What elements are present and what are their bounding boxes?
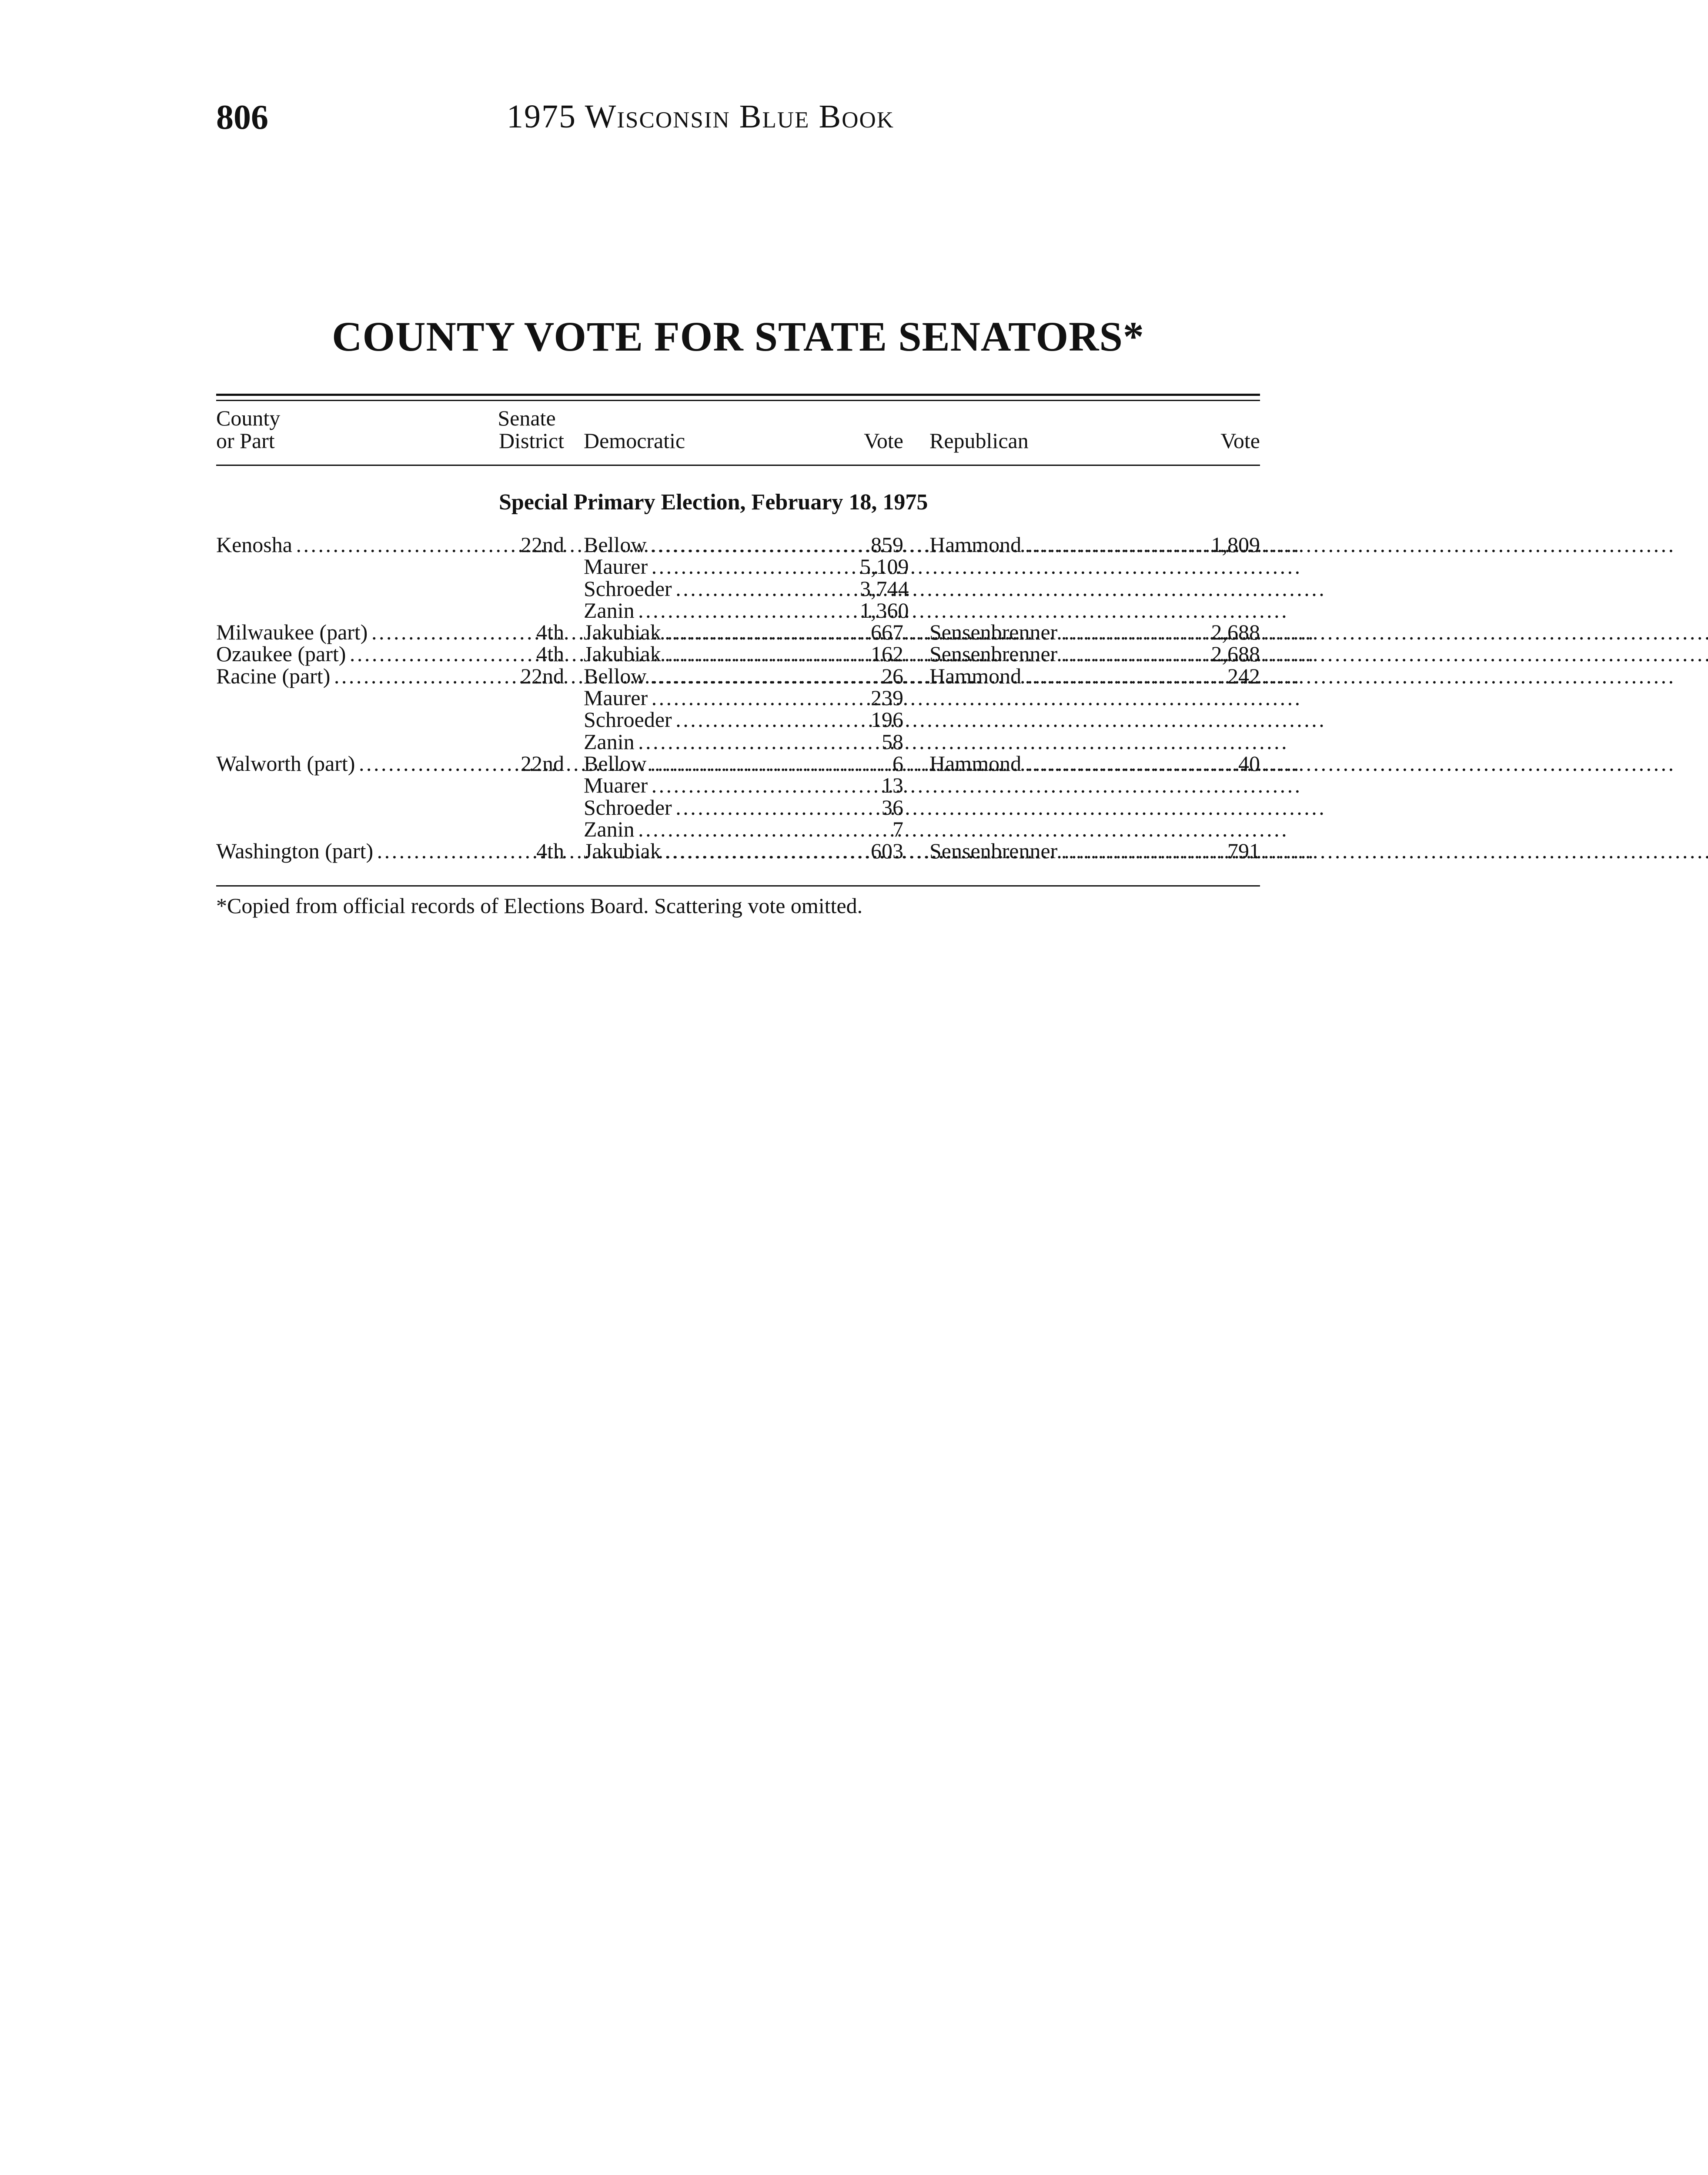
democratic-vote-cell-text: 196 (871, 707, 903, 732)
county-cell (216, 621, 477, 643)
democratic-candidate-cell (584, 818, 860, 840)
table-row (216, 774, 1260, 796)
republican-candidate-cell-text: Sensenbrenner . . . (929, 839, 1708, 863)
county-cell (216, 534, 477, 555)
democratic-vote-cell-text: 5,109 (860, 554, 909, 579)
district-cell-text: 4th (536, 620, 564, 645)
democratic-vote-cell (860, 534, 903, 555)
republican-vote-cell-text: 1,809 (1211, 532, 1260, 557)
democratic-candidate-cell-text: Maurer . . . (584, 686, 1298, 710)
republican-vote-cell-text: 791 (1227, 839, 1260, 863)
column-header-county-line1: County (216, 406, 281, 430)
democratic-candidate-cell (584, 774, 860, 796)
district-cell-text: 22nd (521, 663, 564, 688)
column-header-rep-vote: Vote (1220, 428, 1260, 453)
table-bottom-rule (216, 885, 1260, 887)
democratic-candidate-cell (584, 621, 860, 643)
republican-candidate-cell-text: Hammond . . . (929, 751, 1672, 776)
democratic-vote-cell-text: 26 (882, 663, 903, 688)
democratic-vote-cell (860, 621, 903, 643)
democratic-candidate-cell-text: Muarer . . . (584, 773, 1298, 797)
democratic-vote-cell-text: 603 (871, 839, 903, 863)
table-row (216, 578, 1260, 599)
republican-candidate-cell-text: Hammond . . . (929, 532, 1672, 557)
table-row (216, 840, 1260, 862)
democratic-candidate-cell-text: Jakubiak . . . (584, 620, 1312, 644)
democratic-candidate-cell-text: Zanin . . . (584, 729, 1285, 754)
column-header-democratic: Democratic (584, 428, 685, 453)
democratic-candidate-cell (584, 731, 860, 753)
republican-vote-cell-text: 40 (1238, 751, 1260, 776)
page-title: COUNTY VOTE FOR STATE SENATORS* (332, 313, 1144, 360)
democratic-vote-cell (860, 576, 909, 601)
democratic-candidate-cell (584, 599, 860, 621)
column-header-dem-vote: Vote (864, 428, 903, 453)
table-row (216, 665, 1260, 687)
column-header-district (489, 407, 564, 452)
democratic-candidate-cell (584, 555, 860, 577)
republican-vote-cell (1164, 665, 1260, 687)
page-header (216, 98, 1260, 150)
democratic-vote-cell-text: 58 (882, 729, 903, 754)
democratic-candidate-cell-text: Schroeder . . . (584, 576, 1323, 601)
table-row (216, 599, 1260, 621)
democratic-vote-cell (860, 818, 903, 840)
democratic-vote-cell-text: 162 (871, 642, 903, 666)
footnote: *Copied from official records of Elections Board. Scattering vote omitted. (216, 893, 863, 918)
county-cell-text: Milwaukee (part) . . . (216, 620, 1018, 644)
district-cell-text: 4th (536, 642, 564, 666)
democratic-vote-cell-text: 667 (871, 620, 903, 645)
table-row (216, 643, 1260, 665)
column-header-republican: Republican (929, 428, 1029, 453)
district-cell-text: 4th (536, 839, 564, 863)
democratic-vote-cell (860, 665, 903, 687)
republican-candidate-cell (929, 840, 1169, 862)
democratic-candidate-cell-text: Zanin . . . (584, 598, 1285, 622)
democratic-candidate-cell (584, 665, 860, 687)
county-cell (216, 643, 477, 665)
table-row (216, 796, 1260, 818)
county-cell-text: Washington (part) . . . (216, 839, 1024, 863)
district-cell (503, 643, 564, 665)
district-cell-text: 22nd (521, 532, 564, 557)
republican-vote-cell-text: 242 (1227, 663, 1260, 688)
democratic-candidate-cell (584, 578, 860, 599)
column-header-district-line1: Senate (498, 406, 556, 430)
county-cell (216, 840, 477, 862)
democratic-candidate-cell (584, 709, 860, 730)
democratic-vote-cell (860, 687, 903, 709)
county-cell-text: Racine (part) . . . (216, 664, 981, 688)
democratic-candidate-cell-text: Jakubiak . . . (584, 642, 1312, 666)
table-row (216, 687, 1260, 709)
democratic-vote-cell (860, 554, 909, 579)
democratic-candidate-cell-text: Bellow . . . (584, 751, 1297, 776)
democratic-vote-cell-text: 1,360 (860, 598, 909, 622)
district-cell (503, 840, 564, 862)
democratic-candidate-cell-text: Zanin . . . (584, 817, 1285, 841)
header-divider (216, 465, 1260, 466)
column-header-district-line2: District (499, 428, 564, 453)
republican-candidate-cell-text: Sensenbrenner . . . (929, 620, 1708, 644)
county-cell (216, 753, 477, 774)
table-row (216, 555, 1260, 577)
democratic-candidate-cell-text: Bellow . . . (584, 532, 1297, 557)
democratic-candidate-cell (584, 753, 860, 774)
democratic-vote-cell (860, 796, 903, 818)
democratic-vote-cell-text: 13 (882, 773, 903, 798)
democratic-vote-cell (860, 598, 909, 622)
republican-vote-cell (1164, 534, 1260, 555)
republican-candidate-cell-text: Hammond . . . (929, 664, 1672, 688)
district-cell-text: 22nd (521, 751, 564, 776)
democratic-vote-cell (860, 731, 903, 753)
democratic-candidate-cell-text: Maurer . . . (584, 554, 1298, 579)
republican-candidate-cell-text: Sensenbrenner . . . (929, 642, 1708, 666)
county-cell-text: Kenosha . . . (216, 532, 943, 557)
republican-vote-cell-text: 2,688 (1211, 642, 1260, 666)
republican-vote-cell (1164, 840, 1260, 862)
democratic-candidate-cell-text: Schroeder . . . (584, 795, 1323, 820)
page-number: 806 (216, 98, 268, 137)
republican-vote-cell (1164, 621, 1260, 643)
republican-vote-cell-text: 2,688 (1211, 620, 1260, 645)
democratic-candidate-cell-text: Bellow . . . (584, 664, 1297, 688)
democratic-candidate-cell (584, 643, 860, 665)
democratic-candidate-cell-text: Schroeder . . . (584, 707, 1323, 732)
running-title: 1975 Wisconsin Blue Book (507, 98, 895, 135)
district-cell (503, 665, 564, 687)
republican-vote-cell (1164, 753, 1260, 774)
table-row (216, 818, 1260, 840)
democratic-vote-cell (860, 774, 903, 796)
republican-candidate-cell (929, 621, 1169, 643)
table-top-rule-inner (216, 400, 1260, 401)
democratic-candidate-cell (584, 796, 860, 818)
table-row (216, 753, 1260, 774)
democratic-vote-cell (860, 643, 903, 665)
democratic-candidate-cell (584, 534, 860, 555)
democratic-vote-cell (860, 709, 903, 730)
democratic-candidate-cell (584, 840, 860, 862)
column-header-county (216, 407, 280, 452)
district-cell (503, 753, 564, 774)
democratic-vote-cell-text: 859 (871, 532, 903, 557)
democratic-vote-cell-text: 3,744 (860, 576, 909, 601)
democratic-vote-cell (860, 840, 903, 862)
table-row (216, 621, 1260, 643)
district-cell (503, 534, 564, 555)
table-top-rule (216, 394, 1260, 396)
democratic-candidate-cell (584, 687, 860, 709)
table-row (216, 534, 1260, 555)
democratic-vote-cell-text: 239 (871, 686, 903, 710)
county-cell-text: Walworth (part) . . . (216, 751, 1006, 776)
republican-candidate-cell (929, 665, 1169, 687)
democratic-candidate-cell-text: Jakubiak . . . (584, 839, 1312, 863)
section-heading: Special Primary Election, February 18, 1975 (499, 490, 928, 515)
table-body (216, 534, 1260, 862)
republican-candidate-cell (929, 753, 1169, 774)
table-row (216, 731, 1260, 753)
democratic-vote-cell (860, 753, 903, 774)
democratic-vote-cell-text: 36 (882, 795, 903, 820)
democratic-vote-cell-text: 7 (892, 816, 903, 841)
democratic-vote-cell-text: 6 (892, 751, 903, 776)
republican-vote-cell (1164, 643, 1260, 665)
table-row (216, 709, 1260, 730)
republican-candidate-cell (929, 534, 1169, 555)
county-cell (216, 665, 477, 687)
county-cell-text: Ozaukee (part) . . . (216, 642, 996, 666)
district-cell (503, 621, 564, 643)
republican-candidate-cell (929, 643, 1169, 665)
column-header-county-line2: or Part (216, 428, 275, 453)
